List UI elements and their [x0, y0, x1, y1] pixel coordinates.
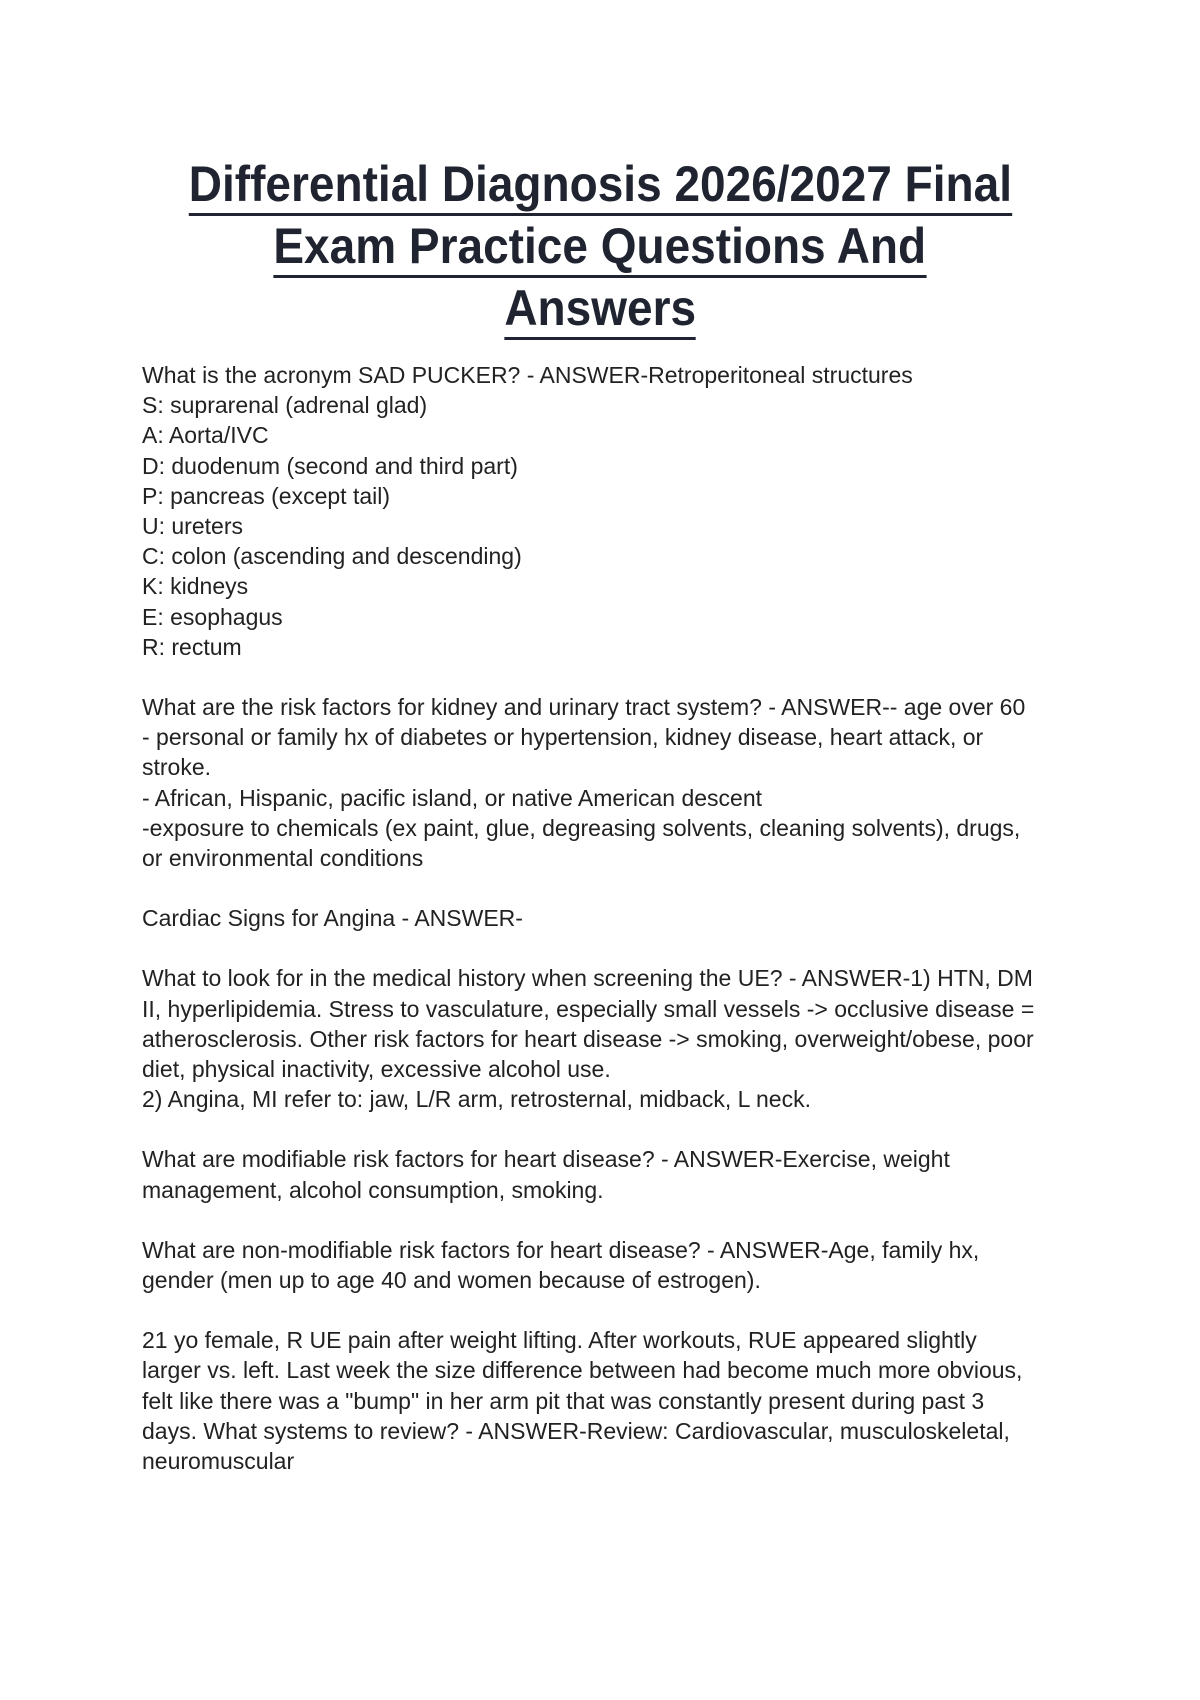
document-title [100, 155, 1100, 341]
qa-text-line: 2) Angina, MI refer to: jaw, L/R arm, retrosternal, midback, L neck. [142, 1086, 811, 1113]
qa-text-line: What are the risk factors for kidney and urinary tract system? - ANSWER-- age over 60 [142, 694, 1026, 721]
qa-text-line: - personal or family hx of diabetes or hypertension, kidney disease, heart attack, or [142, 724, 984, 751]
qa-content [142, 360, 1072, 1506]
qa-text-line: What are modifiable risk factors for heart disease? - ANSWER-Exercise, weight [142, 1146, 950, 1173]
qa-text-line: R: rectum [142, 633, 242, 660]
qa-text-line: What to look for in the medical history when screening the UE? - ANSWER-1) HTN, DM [142, 965, 1033, 992]
qa-block [142, 1144, 1072, 1204]
qa-text-line: S: suprarenal (adrenal glad) [142, 392, 428, 419]
qa-text-line: What are non-modifiable risk factors for heart disease? - ANSWER-Age, family hx, [142, 1236, 980, 1263]
qa-text-line: What is the acronym SAD PUCKER? - ANSWER-Retroperitoneal structures [142, 362, 913, 388]
qa-text-line: neuromuscular [142, 1448, 295, 1475]
qa-text-line: stroke. [142, 754, 212, 781]
qa-block [142, 1235, 1072, 1295]
qa-text-line: C: colon (ascending and descending) [142, 543, 522, 570]
qa-text-line: felt like there was a "bump" in her arm pit that was constantly present during past 3 [142, 1387, 985, 1414]
qa-text-line: atherosclerosis. Other risk factors for heart disease -> smoking, overweight/obese, poor [142, 1025, 1034, 1052]
qa-text-line: P: pancreas (except tail) [142, 482, 391, 509]
qa-text-line: larger vs. left. Last week the size difference between had become much more obvious, [142, 1357, 1023, 1384]
qa-text-line: U: ureters [142, 513, 243, 540]
qa-block [142, 1325, 1072, 1476]
qa-text-line: K: kidneys [142, 573, 249, 600]
qa-text-line: or environmental conditions [142, 845, 424, 872]
qa-text-line: diet, physical inactivity, excessive alcohol use. [142, 1056, 611, 1083]
qa-text-line: Cardiac Signs for Angina - ANSWER- [142, 905, 523, 932]
title-line-2: Exam Practice Questions And [274, 217, 927, 278]
qa-text-line: - African, Hispanic, pacific island, or native American descent [142, 784, 763, 811]
title-line-3: Answers [504, 279, 696, 340]
qa-text-line: days. What systems to review? - ANSWER-Review: Cardiovascular, musculoskeletal, [142, 1417, 1010, 1444]
qa-text-line: A: Aorta/IVC [142, 422, 269, 449]
qa-text-line: gender (men up to age 40 and women because of estrogen). [142, 1267, 761, 1294]
qa-block [142, 963, 1072, 1114]
qa-block [142, 903, 1072, 933]
qa-text-line: II, hyperlipidemia. Stress to vasculature, especially small vessels -> occlusive disease = [142, 995, 1035, 1022]
title-line-1: Differential Diagnosis 2026/2027 Final [188, 155, 1011, 216]
qa-text-line: D: duodenum (second and third part) [142, 452, 518, 479]
qa-text-line: -exposure to chemicals (ex paint, glue, degreasing solvents, cleaning solvents), drugs, [142, 814, 1021, 841]
qa-text-line: 21 yo female, R UE pain after weight lifting. After workouts, RUE appeared slightly [142, 1327, 977, 1354]
qa-text-line: E: esophagus [142, 603, 283, 630]
qa-block [142, 360, 1072, 662]
qa-text-line: management, alcohol consumption, smoking. [142, 1176, 604, 1203]
qa-block [142, 692, 1072, 873]
